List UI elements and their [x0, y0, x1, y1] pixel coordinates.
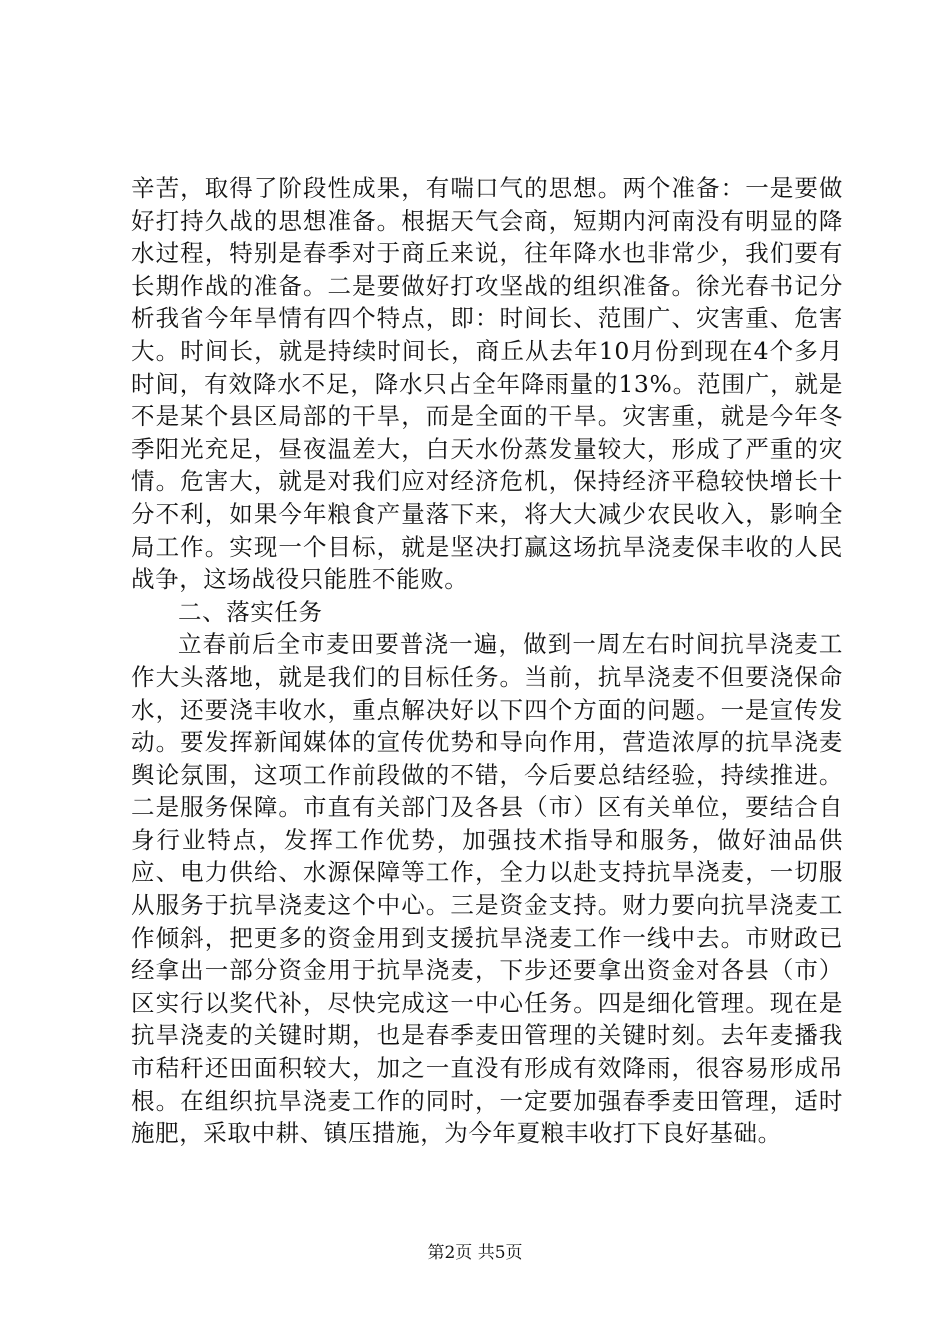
paragraph-continuation: 辛苦，取得了阶段性成果，有喘口气的思想。两个准备：一是要做好打持久战的思想准备。根据天气会商，短期内河南没有明显的降水过程，特别是春季对于商丘来说，往年降水也非常少，我们要有长期作战的准备。二是要做好打攻坚战的组织准备。徐光春书记分析我省今年旱情有四个特点，即：时间长、范围广、灾害重、危害大。时间长，就是持续时间长，商丘从去年10月份到现在4个多月时间，有效降水不足，降水只占全年降雨量的13%。范围广，就是不是某个县区局部的干旱，而是全面的干旱。灾害重，就是今年冬季阳光充足，昼夜温差大，白天水份蒸发量较大，形成了严重的灾情。危害大，就是对我们应对经济危机，保持经济平稳较快增长十分不利，如果今年粮食产量落下来，将大大减少农民收入，影响全局工作。实现一个目标，就是坚决打赢这场抗旱浇麦保丰收的人民战争，这场战役只能胜不能败。 [131, 174, 843, 594]
section-heading: 二、落实任务 [178, 597, 323, 626]
paragraph-tasks: 立春前后全市麦田要普浇一遍，做到一周左右时间抗旱浇麦工作大头落地，就是我们的目标任务。当前，抗旱浇麦不但要浇保命水，还要浇丰收水，重点解决好以下四个方面的问题。一是宣传发动。要发挥新闻媒体的宣传优势和导向作用，营造浓厚的抗旱浇麦舆论氛围，这项工作前段做的不错，今后要总结经验，持续推进。二是服务保障。市直有关部门及各县（市）区有关单位，要结合自身行业特点，发挥工作优势，加强技术指导和服务，做好油品供应、电力供给、水源保障等工作，全力以赴支持抗旱浇麦，一切服从服务于抗旱浇麦这个中心。三是资金支持。财力要向抗旱浇麦工作倾斜，把更多的资金用到支援抗旱浇麦工作一线中去。市财政已经拿出一部分资金用于抗旱浇麦，下步还要拿出资金对各县（市）区实行以奖代补，尽快完成这一中心任务。四是细化管理。现在是抗旱浇麦的关键时期，也是春季麦田管理的关键时刻。去年麦播我市秸秆还田面积较大，加之一直没有形成有效降雨，很容易形成吊根。在组织抗旱浇麦工作的同时，一定要加强春季麦田管理，适时施肥，采取中耕、镇压措施，为今年夏粮丰收打下良好基础。 [131, 630, 843, 1148]
page-number-footer: 第2页 共5页 [427, 1243, 523, 1263]
document-body [131, 172, 843, 1150]
